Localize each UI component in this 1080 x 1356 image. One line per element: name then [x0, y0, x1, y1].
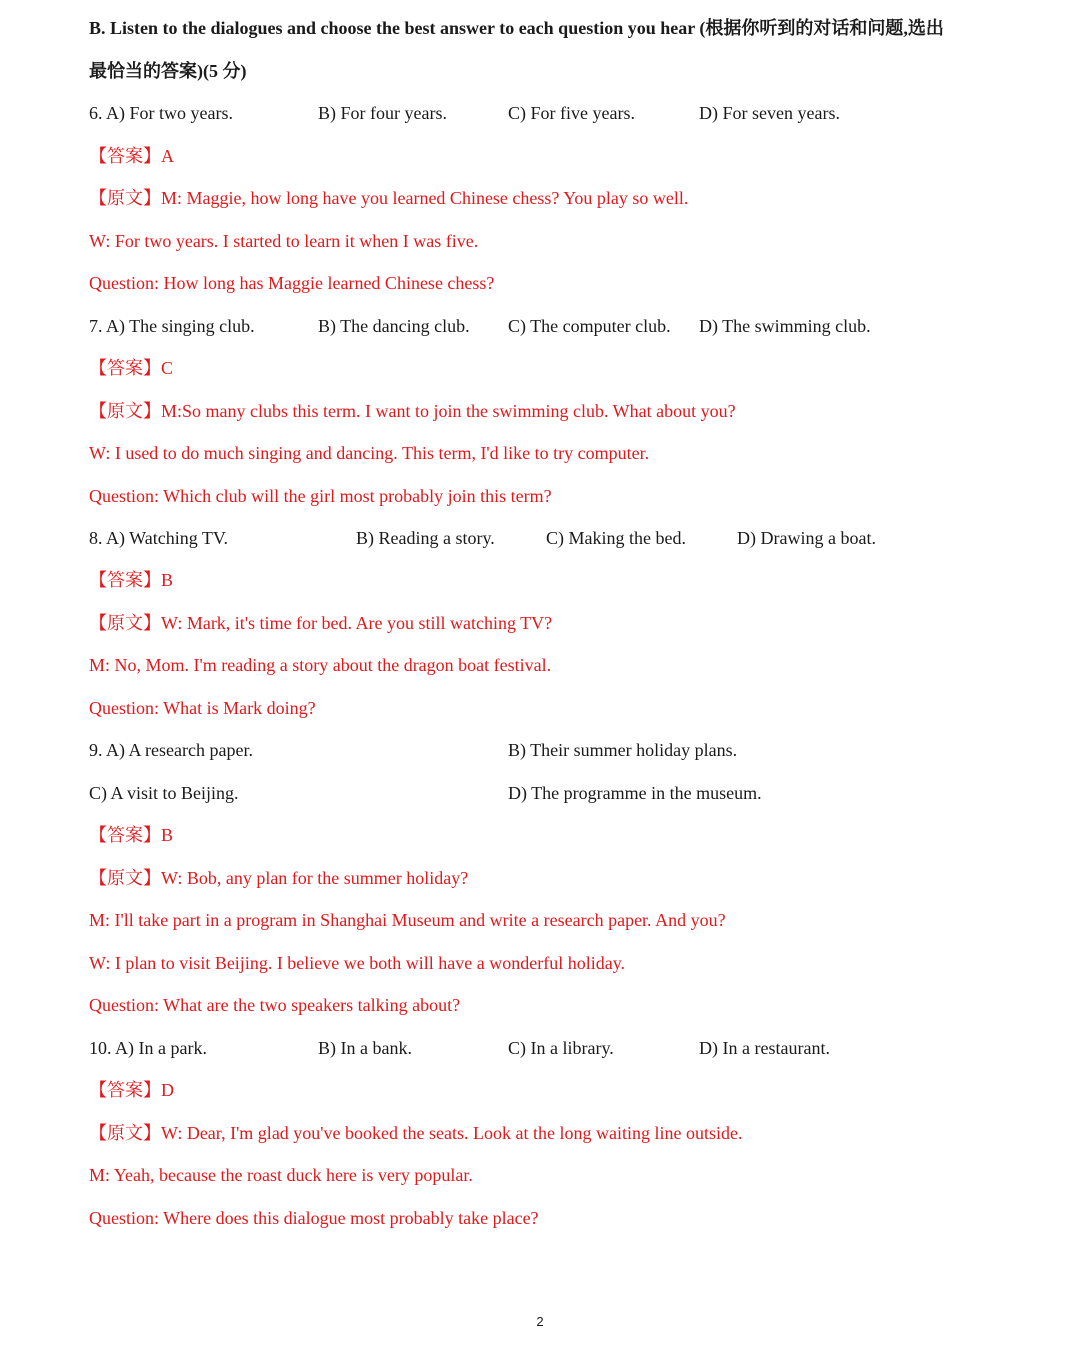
answer-label: 【答案】	[89, 570, 161, 590]
question-10-answer	[89, 1079, 174, 1101]
transcript-question: Question: What is Mark doing?	[89, 698, 316, 718]
question-9-transcript	[89, 867, 468, 889]
answer-value: B	[161, 825, 174, 845]
option-b: B) Reading a story.	[356, 528, 495, 548]
transcript-line: W: I plan to visit Beijing. I believe we both will have a wonderful holiday.	[89, 953, 626, 973]
transcript-line: W: I used to do much singing and dancing. This term, I'd like to try computer.	[89, 443, 650, 463]
option-d: D) For seven years.	[699, 103, 840, 123]
option-d: D) The swimming club.	[699, 316, 871, 336]
answer-value: D	[161, 1080, 174, 1100]
transcript-first-line: W: Dear, I'm glad you've booked the seats. Look at the long waiting line outside.	[161, 1123, 743, 1143]
option-a: 7. A) The singing club.	[89, 316, 255, 336]
transcript-label: 【原文】	[89, 401, 161, 421]
transcript-line: M: Yeah, because the roast duck here is very popular.	[89, 1165, 473, 1185]
question-9-answer	[89, 824, 173, 846]
question-7-transcript	[89, 400, 736, 422]
answer-label: 【答案】	[89, 146, 161, 166]
section-title-line-1: B. Listen to the dialogues and choose the best answer to each question you hear (根据你听到的对话和问题,选出	[89, 18, 944, 38]
option-c: C) Making the bed.	[546, 528, 686, 548]
option-b: B) The dancing club.	[318, 316, 470, 336]
question-10-transcript	[89, 1122, 742, 1144]
answer-value: B	[161, 570, 174, 590]
question-6-answer	[89, 145, 174, 167]
transcript-label: 【原文】	[89, 868, 161, 888]
transcript-first-line: W: Mark, it's time for bed. Are you still watching TV?	[161, 613, 553, 633]
transcript-label: 【原文】	[89, 613, 161, 633]
transcript-label: 【原文】	[89, 1123, 161, 1143]
transcript-question: Question: Which club will the girl most probably join this term?	[89, 486, 552, 506]
transcript-first-line: M: Maggie, how long have you learned Chinese chess? You play so well.	[161, 188, 689, 208]
transcript-line: W: For two years. I started to learn it when I was five.	[89, 231, 479, 251]
option-b: B) For four years.	[318, 103, 447, 123]
transcript-first-line: M:So many clubs this term. I want to join the swimming club. What about you?	[161, 401, 736, 421]
option-d: D) In a restaurant.	[699, 1038, 830, 1058]
answer-label: 【答案】	[89, 825, 161, 845]
section-title-line-2: 最恰当的答案)(5 分)	[89, 61, 247, 81]
transcript-line: M: I'll take part in a program in Shanghai Museum and write a research paper. And you?	[89, 910, 726, 930]
transcript-label: 【原文】	[89, 188, 161, 208]
transcript-first-line: W: Bob, any plan for the summer holiday?	[161, 868, 469, 888]
question-8-answer	[89, 569, 173, 591]
answer-value: A	[161, 146, 174, 166]
option-a: 6. A) For two years.	[89, 103, 233, 123]
question-6-transcript	[89, 187, 688, 209]
option-c: C) For five years.	[508, 103, 635, 123]
transcript-question: Question: What are the two speakers talking about?	[89, 995, 461, 1015]
transcript-question: Question: How long has Maggie learned Chinese chess?	[89, 273, 495, 293]
answer-value: C	[161, 358, 174, 378]
option-a: 10. A) In a park.	[89, 1038, 207, 1058]
option-b: B) Their summer holiday plans.	[508, 740, 738, 760]
page-number: 2	[536, 1314, 544, 1329]
question-8-transcript	[89, 612, 552, 634]
answer-label: 【答案】	[89, 1080, 161, 1100]
transcript-line: M: No, Mom. I'm reading a story about the dragon boat festival.	[89, 655, 552, 675]
option-d: D) The programme in the museum.	[508, 783, 762, 803]
transcript-question: Question: Where does this dialogue most probably take place?	[89, 1208, 539, 1228]
question-7-answer	[89, 357, 173, 379]
option-c: C) A visit to Beijing.	[89, 783, 239, 803]
option-d: D) Drawing a boat.	[737, 528, 876, 548]
answer-label: 【答案】	[89, 358, 161, 378]
option-c: C) The computer club.	[508, 316, 671, 336]
option-c: C) In a library.	[508, 1038, 614, 1058]
option-b: B) In a bank.	[318, 1038, 412, 1058]
option-a: 9. A) A research paper.	[89, 740, 253, 760]
option-a: 8. A) Watching TV.	[89, 528, 229, 548]
